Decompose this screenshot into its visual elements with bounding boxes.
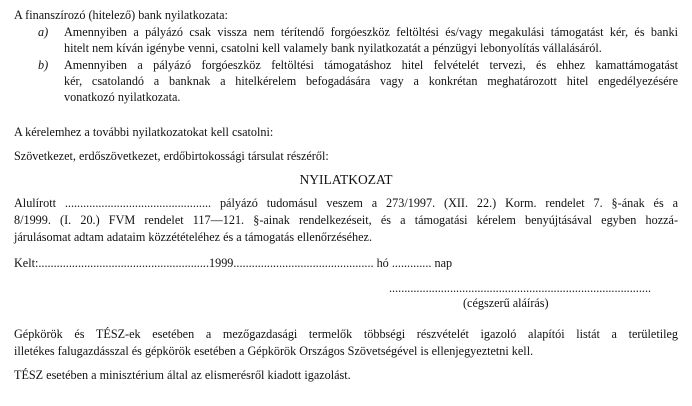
declaration-line-2: 8/1999. (I. 20.) FVM rendelet 117—121. §-ainak rendelkezéseit, és a támogatási kérelem benyújtásával egyben hozzá- [14,213,678,227]
declaration-line-3: járulásomat adtam adataim közzétételéhez és a támogatás ellenőrzéséhez. [14,230,372,244]
bank-statement-heading: A finanszírozó (hitelező) bank nyilatkozata: [14,8,228,22]
item-b-line-2: kér, csatolandó a banknak a hitelkérelem befogadására vagy a konkrétan meghatározott hitel engedélyezésére [64,74,678,88]
coop-heading: Szövetkezet, erdőszövetkezet, erdőbirtokossági társulat részéről: [14,149,329,163]
declaration-title: NYILATKOZAT [299,172,393,187]
signature-dots: ...................................................................................... [389,281,652,295]
date-month-dots: .............................................. [233,256,374,270]
item-a-line-2: hitelt nem kíván igénybe venni, csatolni kell valamely bank nyilatkozatát a pénzügyi lebonyolítás vállalásáról. [64,41,602,55]
declaration-line-1: Alulírott ................................................ pályázó tudomásul veszem a 273/1997. (XII. 22.) Korm. rendelet 7. §-ának és a [14,196,678,210]
gepkorok-line-2: illetékes falugazdásszal és gépkörök esetében a Gépkörök Országos Szövetségével is ellenjegyeztetni kell. [14,344,534,358]
item-b-line-3: vonatkozó nyilatkozata. [64,90,181,104]
item-b-line-1: Amennyiben a pályázó forgóeszköz feltöltési támogatáshoz hitel felvételét tervezi, és ehhez kamattámogatást [64,58,678,72]
tesz-line: TÉSZ esetében a minisztérium által az elismerésről kiadott igazolást. [14,368,351,382]
date-year: 1999 [209,256,234,270]
date-day: hó ............. nap [376,256,453,270]
item-marker: a) [38,25,49,39]
item-marker: b) [38,58,49,72]
gepkorok-line-1: Gépkörök és TÉSZ-ek esetében a mezőgazdasági termelők többségi részvételét igazoló alapítói listát a területileg [14,327,678,341]
attach-intro: A kérelemhez a további nyilatkozatokat kell csatolni: [14,125,274,139]
item-a-line-1: Amennyiben a pályázó csak vissza nem térítendő forgóeszköz feltöltési és/vagy megakulási támogatást kér, és banki [64,25,678,39]
date-place: Kelt:........................................................ [14,256,209,270]
signature-label: (cégszerű aláírás) [463,296,549,310]
date-line [14,255,452,271]
